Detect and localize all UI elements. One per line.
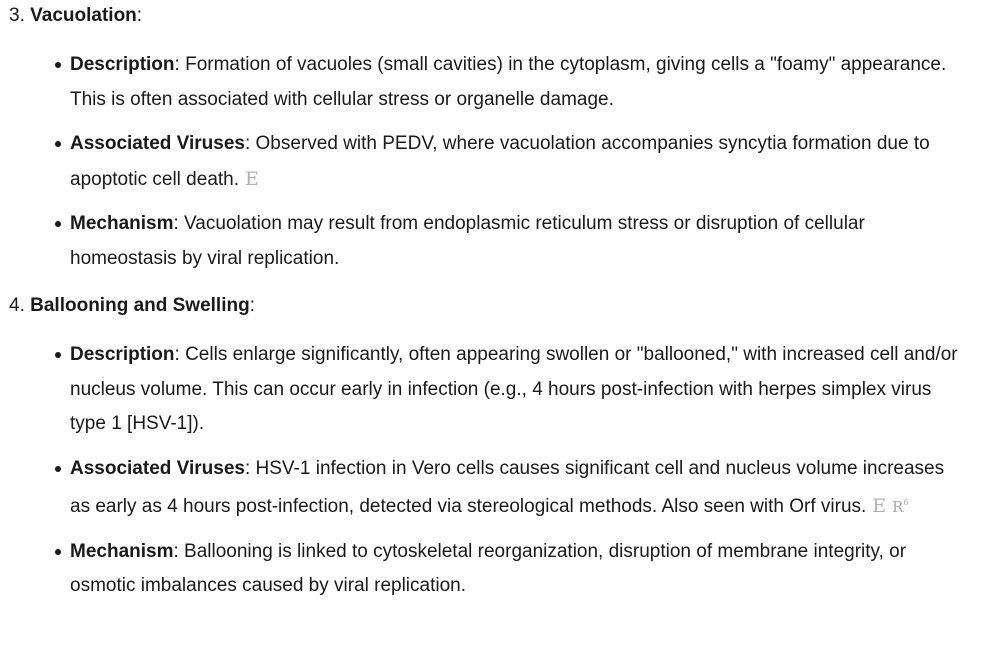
citation-icon-r-sup: 6: [903, 498, 909, 507]
list-item: [70, 338, 960, 442]
list-item: [70, 48, 960, 117]
bullet-label: Description: [70, 54, 175, 75]
bullet-text: : Formation of vacuoles (small cavities) in the cytoplasm, giving cells a "foamy" appearance. This is often associated with cellular stress or organelle damage.: [70, 54, 947, 110]
bullet-text: : Observed with PEDV, where vacuolation accompanies syncytia formation due to apoptotic cell death.: [70, 133, 930, 190]
bullet-text: : Vacuolation may result from endoplasmic reticulum stress or disruption of cellular homeostasis by viral replication.: [70, 213, 865, 269]
section-title: Vacuolation: [30, 5, 137, 26]
bullet-label: Associated Viruses: [70, 133, 245, 154]
citation-icon[interactable]: E: [872, 495, 887, 517]
section-heading-vacuolation: [9, 0, 142, 34]
bullet-label: Associated Viruses: [70, 457, 245, 479]
citation-icon-r-letter: R: [892, 498, 904, 516]
bullet-list-ballooning: [70, 338, 960, 604]
section-colon: :: [249, 295, 255, 316]
section-title: Ballooning and Swelling: [30, 295, 250, 316]
bullet-text: : Cells enlarge significantly, often appearing swollen or "ballooned," with increased cell and/or nucleus volume. This can occur early in infection (e.g., 4 hours post-infection with herpes simplex virus type 1 [HSV-1]).: [70, 344, 958, 434]
bullet-label: Mechanism: [70, 540, 174, 562]
bullet-text: : HSV-1 infection in Vero cells causes significant cell and nucleus volume increases as early as 4 hours post-infection, detected via stereological methods. Also seen with Orf virus.: [70, 457, 945, 517]
section-colon: :: [136, 5, 143, 26]
list-item: [70, 207, 960, 276]
bullet-label: Mechanism: [70, 213, 174, 234]
section-number: 4.: [9, 295, 25, 316]
bullet-list-vacuolation: [70, 48, 960, 276]
section-number: 3.: [9, 5, 25, 26]
list-item: [70, 127, 960, 197]
list-item: [70, 535, 960, 604]
section-heading-ballooning: [9, 289, 255, 324]
list-item: [70, 452, 960, 525]
bullet-text: : Ballooning is linked to cytoskeletal reorganization, disruption of membrane integrity, or osmotic imbalances caused by viral replication.: [70, 540, 907, 596]
bullet-label: Description: [70, 344, 175, 365]
citation-icon-r[interactable]: [892, 486, 908, 525]
citation-icon[interactable]: E: [245, 167, 259, 190]
